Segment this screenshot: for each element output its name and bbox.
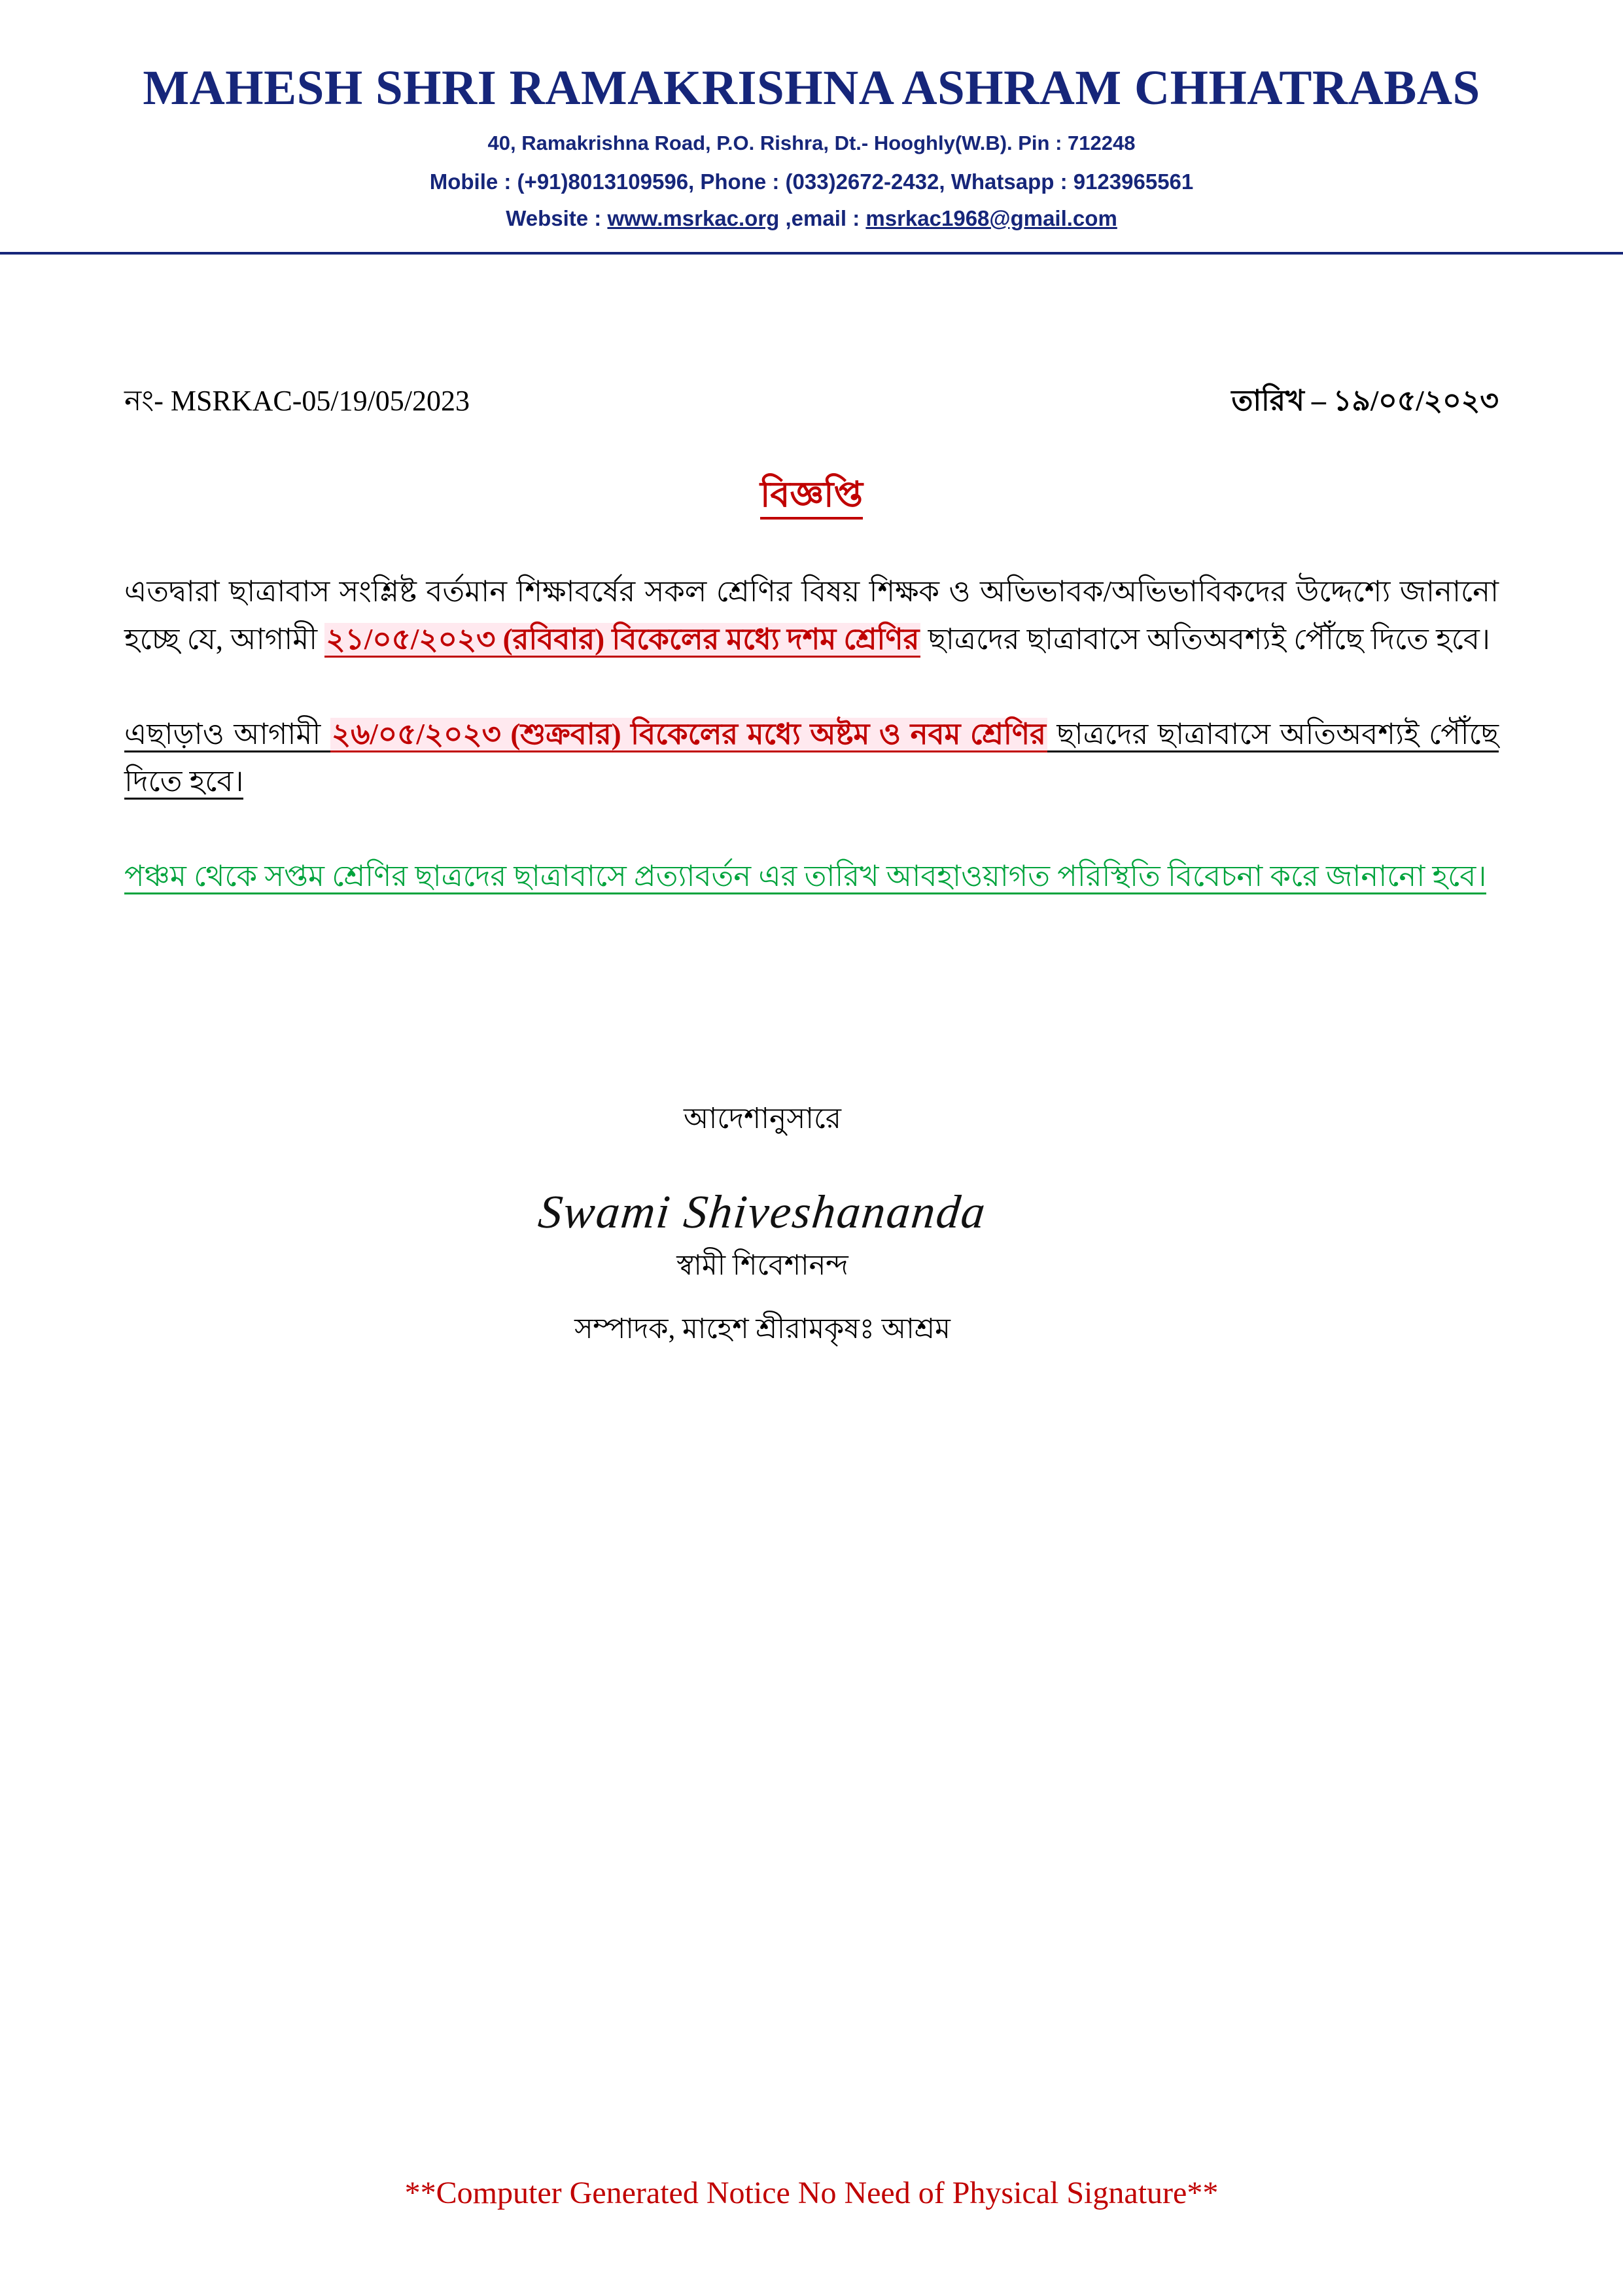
header-divider	[0, 252, 1623, 255]
paragraph-1-lead: এতদ্বারা ছাত্রাবাস সংশ্লিষ্ট বর্তমান শিক্ষাবর্ষের সকল শ্রেণির বিষয় শিক্ষক ও অভিভাবক/অভিভাবিকদের উদ্দেশ্যে জানানো হচ্ছে যে, আগামী	[124, 574, 1499, 656]
paragraph-1	[124, 568, 1499, 663]
notice-title-text: বিজ্ঞপ্তি	[760, 475, 863, 520]
notice-title	[124, 467, 1499, 526]
organization-address: 40, Ramakrishna Road, P.O. Rishra, Dt.- Hooghly(W.B). Pin : 712248	[487, 131, 1136, 154]
paragraph-2-tail: ছাত্রদের ছাত্রাবাসে অতিঅবশ্যই পৌঁছে দিতে হবে।	[124, 718, 1499, 800]
email-label: ,email :	[779, 205, 866, 230]
document-body	[0, 379, 1623, 1354]
paragraph-1-tail: ছাত্রদের ছাত্রাবাসে অতিঅবশ্যই পৌঁছে দিতে হবে।	[920, 622, 1491, 656]
email-link[interactable]: msrkac1968@gmail.com	[865, 205, 1117, 230]
organization-name: MAHESH SHRI RAMAKRISHNA ASHRAM CHHATRABAS	[143, 61, 1480, 115]
paragraph-1-highlight: ২১/০৫/২০২৩ (রবিবার) বিকেলের মধ্যে দশম শ্রেণির	[324, 623, 920, 658]
signature-image: Swami Shiveshananda	[536, 1186, 989, 1239]
paragraph-3-text: পঞ্চম থেকে সপ্তম শ্রেণির ছাত্রদের ছাত্রাবাসে প্রত্যাবর্তন এর তারিখ আবহাওয়াগত পরিস্থিতি বিবেচনা করে জানানো হবে।	[124, 860, 1486, 894]
paragraph-2	[124, 711, 1499, 806]
organization-web-row	[0, 206, 1623, 231]
notice-date: তারিখ – ১৯/০৫/২০২৩	[1231, 384, 1499, 417]
paragraph-3	[124, 853, 1499, 900]
letterhead	[0, 0, 1623, 231]
signatory-designation: সম্পাদক, মাহেশ শ্রীরামকৃষঃ আশ্রম	[574, 1314, 951, 1345]
signature-block	[124, 1097, 1499, 1354]
signatory-name: স্বামী শিবেশানন্দ	[676, 1250, 848, 1282]
organization-contact: Mobile : (+91)8013109596, Phone : (033)2672-2432, Whatsapp : 9123965561	[429, 169, 1194, 194]
website-link[interactable]: www.msrkac.org	[607, 205, 780, 230]
paragraph-2-lead: এছাড়াও আগামী	[124, 718, 330, 752]
reference-number: নং- MSRKAC-05/19/05/2023	[124, 384, 470, 417]
meta-row	[124, 379, 1499, 427]
paragraph-2-highlight: ২৬/০৫/২০২৩ (শুক্রবার) বিকেলের মধ্যে অষ্টম ও নবম শ্রেণির	[330, 718, 1047, 752]
footer-note: **Computer Generated Notice No Need of Physical Signature**	[404, 2176, 1219, 2210]
by-order-text: আদেশানুসারে	[684, 1103, 841, 1135]
website-label: Website :	[506, 205, 608, 230]
